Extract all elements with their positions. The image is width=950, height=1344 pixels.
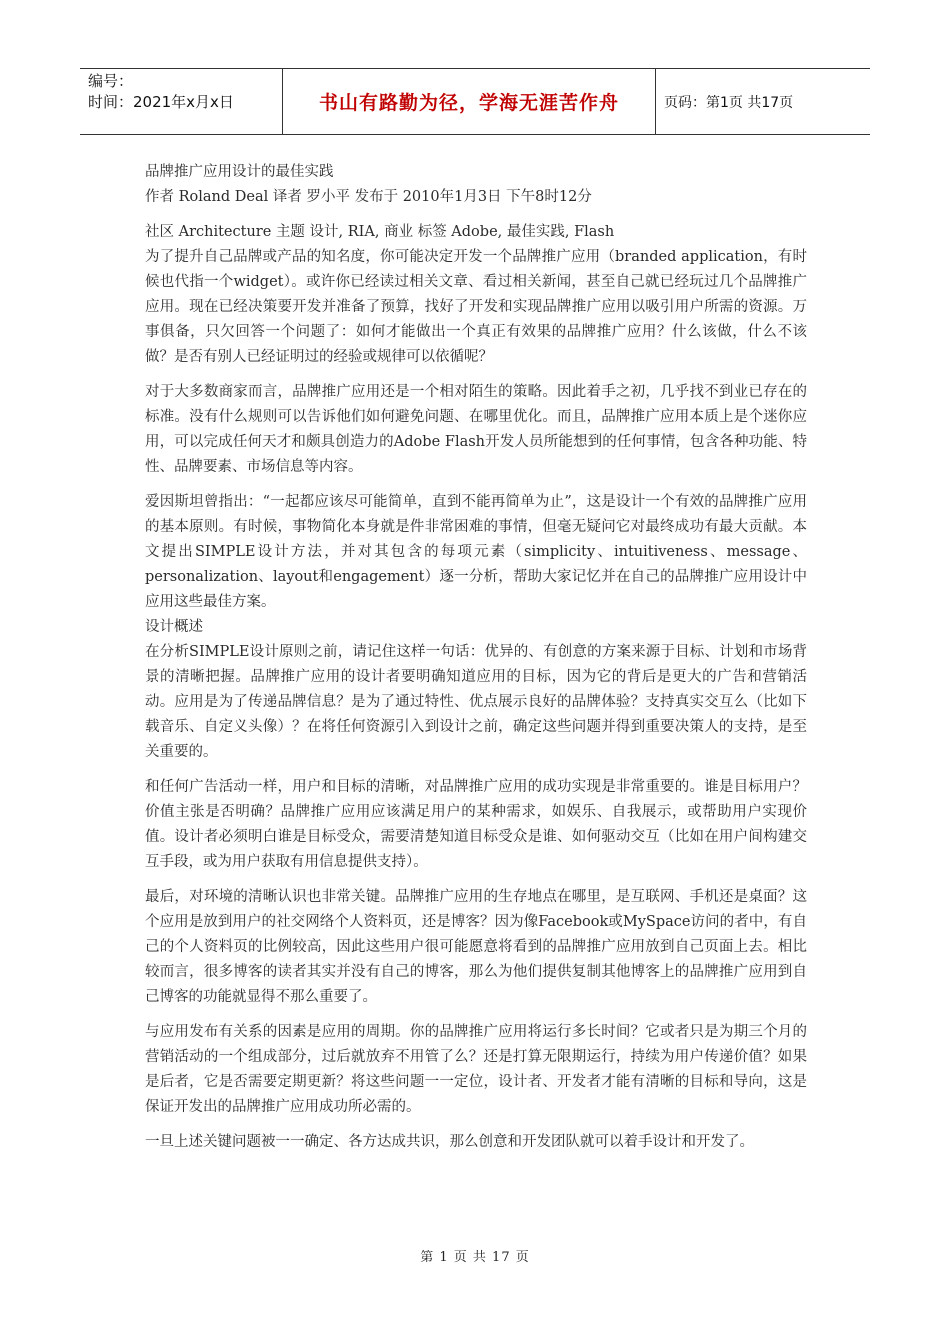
header-motto: 书山有路勤为径，学海无涯苦作舟 [318,92,619,114]
document-date-label: 时间：2021年x月x日 [88,93,234,111]
article-byline: 作者 Roland Deal 译者 罗小平 发布于 2010年1月3日 下午8时12分 [145,189,592,205]
header-table [80,68,870,135]
article-paragraph: 和任何广告活动一样，用户和目标的清晰，对品牌推广应用的成功实现是非常重要的。谁是目标用户？价值主张是否明确？品牌推广应用应该满足用户的某种需求，如娱乐、自我展示，或帮助用户实现价值。设计者必须明白谁是目标受众，需要清楚知道目标受众是谁、如何驱动交互（比如在用户间构建交互手段，或为用户获取有用信息提供支持）。 [145,779,807,870]
document-number-label: 编号： [88,72,134,90]
article-title: 品牌推广应用设计的最佳实践 [145,164,334,180]
article-paragraph: 对于大多数商家而言，品牌推广应用还是一个相对陌生的策略。因此着手之初，几乎找不到业已存在的标准。没有什么规则可以告诉他们如何避免问题、在哪里优化。而且，品牌推广应用本质上是个迷你应用，可以完成任何天才和颇具创造力的Adobe Flash开发人员所能想到的任何事情，包含各种功能、特性、品牌要素、市场信息等内容。 [145,384,807,475]
page-footer: 第 1 页 共 17 页 [420,1250,530,1265]
section-heading: 设计概述 [145,619,203,635]
header-page-info: 页码：第1页 共17页 [664,94,794,111]
article-paragraph: 为了提升自己品牌或产品的知名度，你可能决定开发一个品牌推广应用（branded application，有时候也代指一个widget）。或许你已经读过相关文章、看过相关新闻，甚至自己就已经玩过几个品牌推广应用。现在已经决策要开发并准备了预算，找好了开发和实现品牌推广应用以吸引用户所需的资源。万事俱备，只欠回答一个问题了：如何才能做出一个真正有效果的品牌推广应用？什么该做，什么不该做？是否有别人已经证明过的经验或规律可以依循呢？ [145,249,807,365]
article-paragraph: 最后，对环境的清晰认识也非常关键。品牌推广应用的生存地点在哪里，是互联网、手机还是桌面？这个应用是放到用户的社交网络个人资料页，还是博客？因为像Facebook或MySpace访问的者中，有自己的个人资料页的比例较高，因此这些用户很可能愿意将看到的品牌推广应用放到自己页面上去。相比较而言，很多博客的读者其实并没有自己的博客，那么为他们提供复制其他博客上的品牌推广应用到自己博客的功能就显得不那么重要了。 [145,889,807,1005]
article-tags: 社区 Architecture 主题 设计, RIA, 商业 标签 Adobe, 最佳实践, Flash [145,224,615,240]
header-page-cell [656,69,870,134]
article-paragraph: 爱因斯坦曾指出：“一起都应该尽可能简单，直到不能再简单为止”，这是设计一个有效的品牌推广应用的基本原则。有时候，事物简化本身就是件非常困难的事情，但毫无疑问它对最终成功有最大贡献。本文提出SIMPLE设计方法，并对其包含的每项元素（simplicity、intuitiveness、message、personalization、layout和engagement）逐一分析，帮助大家记忆并在自己的品牌推广应用设计中应用这些最佳方案。 [145,494,807,610]
article-paragraph: 与应用发布有关系的因素是应用的周期。你的品牌推广应用将运行多长时间？它或者只是为期三个月的营销活动的一个组成部分，过后就放弃不用管了么？还是打算无限期运行，持续为用户传递价值？如果是后者，它是否需要定期更新？将这些问题一一定位，设计者、开发者才能有清晰的目标和导向，这是保证开发出的品牌推广应用成功所必需的。 [145,1024,807,1115]
header-motto-cell [283,69,656,134]
article-paragraph: 在分析SIMPLE设计原则之前，请记住这样一句话：优异的、有创意的方案来源于目标、计划和市场背景的清晰把握。品牌推广应用的设计者要明确知道应用的目标，因为它的背后是更大的广告和营销活动。应用是为了传递品牌信息？是为了通过特性、优点展示良好的品牌体验？支持真实交互么（比如下载音乐、自定义头像）？在将任何资源引入到设计之前，确定这些问题并得到重要决策人的支持，是至关重要的。 [145,644,807,760]
article-paragraph: 一旦上述关键问题被一一确定、各方达成共识，那么创意和开发团队就可以着手设计和开发了。 [145,1134,754,1150]
header-meta-cell [80,69,283,134]
article-body [145,160,807,1155]
